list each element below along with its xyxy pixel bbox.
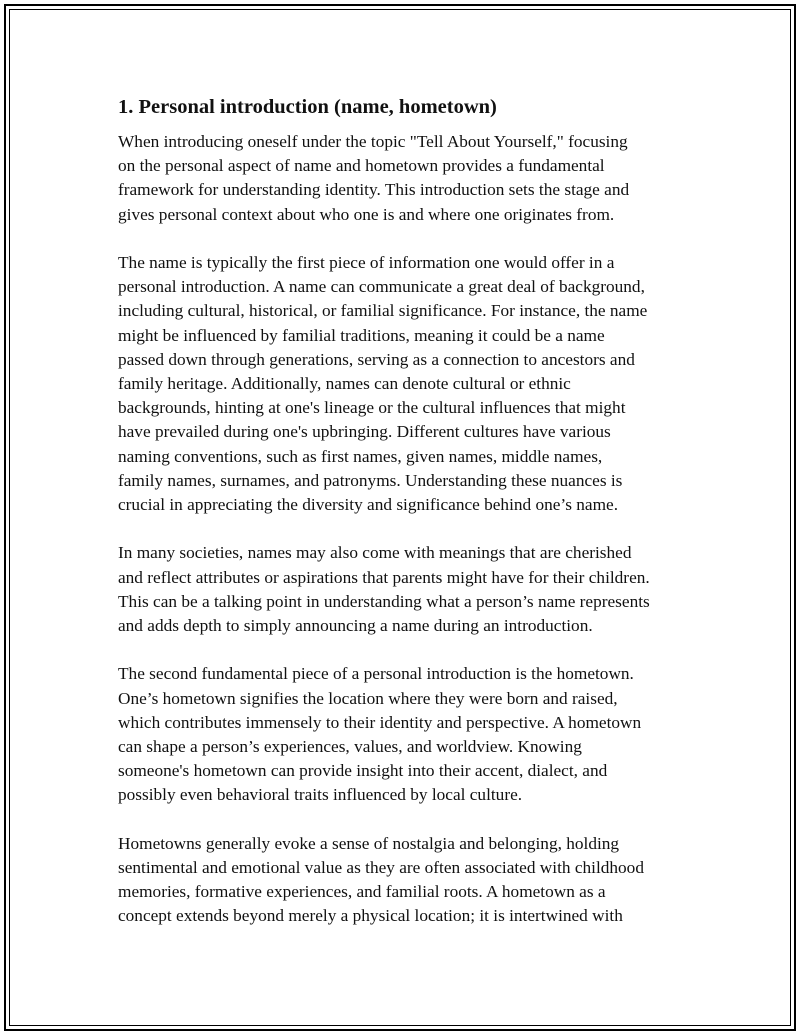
paragraph-line: Hometowns generally evoke a sense of nostalgia and belonging, holding bbox=[118, 833, 620, 853]
paragraph-4 bbox=[118, 662, 698, 807]
paragraph-line: The second fundamental piece of a personal introduction is the hometown. bbox=[118, 664, 634, 684]
paragraph-container bbox=[118, 130, 698, 929]
paragraph-line: gives personal context about who one is and where one originates from. bbox=[118, 204, 615, 224]
paragraph-line: sentimental and emotional value as they are often associated with childhood bbox=[118, 858, 644, 878]
paragraph-line: In many societies, names may also come with meanings that are cherished bbox=[118, 543, 632, 563]
paragraph-5 bbox=[118, 832, 698, 929]
paragraph-1 bbox=[118, 130, 698, 227]
paragraph-line: family heritage. Additionally, names can denote cultural or ethnic bbox=[118, 374, 571, 394]
paragraph-line: When introducing oneself under the topic "Tell About Yourself," focusing bbox=[118, 132, 628, 151]
section-heading: 1. Personal introduction (name, hometown) bbox=[118, 96, 497, 118]
paragraph-line: memories, formative experiences, and familial roots. A hometown as a bbox=[118, 882, 606, 902]
paragraph-line: someone's hometown can provide insight into their accent, dialect, and bbox=[118, 761, 608, 781]
paragraph-line: This can be a talking point in understanding what a person’s name represents bbox=[118, 591, 650, 611]
paragraph-line: personal introduction. A name can communicate a great deal of background, bbox=[118, 277, 645, 297]
paragraph-line: on the personal aspect of name and hometown provides a fundamental bbox=[118, 156, 605, 176]
paragraph-line: including cultural, historical, or familial significance. For instance, the name bbox=[118, 301, 648, 321]
paragraph-2 bbox=[118, 251, 698, 517]
paragraph-line: family names, surnames, and patronyms. Understanding these nuances is bbox=[118, 470, 623, 490]
paragraph-line: which contributes immensely to their identity and perspective. A hometown bbox=[118, 712, 642, 732]
paragraph-line: framework for understanding identity. This introduction sets the stage and bbox=[118, 180, 630, 200]
paragraph-line: and adds depth to simply announcing a name during an introduction. bbox=[118, 616, 593, 636]
paragraph-line: The name is typically the first piece of information one would offer in a bbox=[118, 253, 615, 272]
paragraph-line: have prevailed during one's upbringing. Different cultures have various bbox=[118, 422, 611, 442]
paragraph-line: backgrounds, hinting at one's lineage or the cultural influences that might bbox=[118, 398, 626, 418]
paragraph-line: One’s hometown signifies the location where they were born and raised, bbox=[118, 688, 618, 708]
paragraph-line: might be influenced by familial traditions, meaning it could be a name bbox=[118, 325, 605, 345]
paragraph-line: concept extends beyond merely a physical location; it is intertwined with bbox=[118, 906, 623, 926]
paragraph-3 bbox=[118, 541, 698, 638]
paragraph-line: can shape a person’s experiences, values, and worldview. Knowing bbox=[118, 737, 582, 757]
paragraph-line: passed down through generations, serving as a connection to ancestors and bbox=[118, 349, 635, 369]
paragraph-line: and reflect attributes or aspirations that parents might have for their children. bbox=[118, 567, 650, 587]
paragraph-line: crucial in appreciating the diversity and significance behind one’s name. bbox=[118, 495, 619, 515]
document-body bbox=[118, 94, 698, 953]
paragraph-line: naming conventions, such as first names, given names, middle names, bbox=[118, 446, 603, 466]
paragraph-line: possibly even behavioral traits influenced by local culture. bbox=[118, 785, 523, 805]
